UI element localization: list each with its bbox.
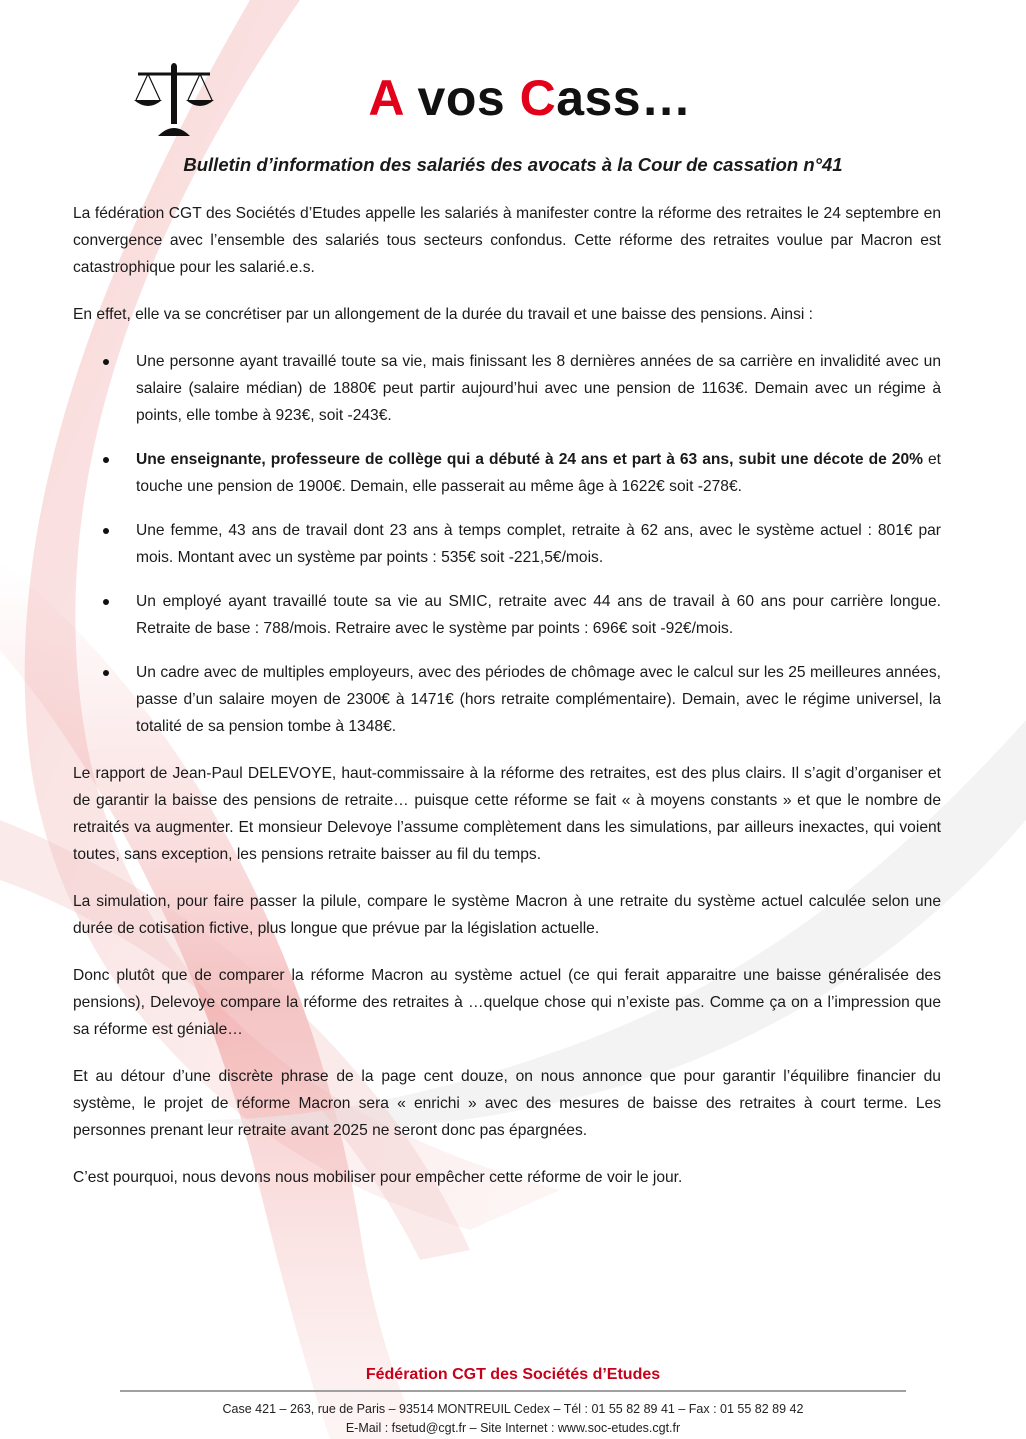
bullet-icon	[103, 599, 109, 605]
examples-list	[73, 348, 941, 740]
bulletin-subtitle: Bulletin d’information des salariés des avocats à la Cour de cassation n°41	[183, 154, 843, 175]
list-item: Une personne ayant travaillé toute sa vie, mais finissant les 8 dernières années de sa carrière en invalidité avec un salaire (salaire médian) de 1880€ peut partir aujourd’hui avec une pension de 1163€. Demain avec un régime à points, elle tombe à 923€, soit -243€.	[73, 348, 941, 429]
bullet-icon	[103, 457, 109, 463]
title-word-ass: ass…	[556, 70, 692, 126]
paragraph-comparison: Donc plutôt que de comparer la réforme Macron au système actuel (ce qui ferait apparaitre une baisse généralisée des pensions), Delevoye compare la réforme des retraites à …quelque chose qui n’existe pas. Comme ça on a l’impression que sa réforme est géniale…	[73, 967, 941, 1038]
bullet-icon	[103, 528, 109, 534]
footer-divider	[120, 1390, 906, 1392]
footer-address: Case 421 – 263, rue de Paris – 93514 MONTREUIL Cedex – Tél : 01 55 82 89 41 – Fax : 01 55 82 89 42	[222, 1402, 804, 1416]
intro-paragraph-1: La fédération CGT des Sociétés d’Etudes appelle les salariés à manifester contre la réforme des retraites le 24 septembre en convergence avec l’ensemble des salariés tous secteurs confondus. Cette réforme des retraites voulue par Macron est catastrophique pour les salarié.e.s.	[73, 205, 941, 276]
scales-of-justice-icon	[128, 60, 220, 142]
paragraph-delevoye-report: Le rapport de Jean-Paul DELEVOYE, haut-commissaire à la réforme des retraites, est des plus clairs. Il s’agit d’organiser et de garantir la baisse des pensions de retraite… puisque cette réforme se fait « à moyens constants » et que le nombre de retraités va augmenter. Et monsieur Delevoye l’assume complètement dans les simulations, par ailleurs inexactes, qui voient toutes, sans exception, les pensions retraite baisser au fil du temps.	[73, 765, 941, 863]
title-word-vos: vos	[403, 70, 520, 126]
list-item: Une femme, 43 ans de travail dont 23 ans à temps complet, retraite à 62 ans, avec le système actuel : 801€ par mois. Montant avec un système par points : 535€ soit -221,5€/mois.	[73, 517, 941, 571]
footer-contact: E-Mail : fsetud@cgt.fr – Site Internet : www.soc-etudes.cgt.fr	[345, 1421, 681, 1435]
footer-organization: Fédération CGT des Sociétés d’Etudes	[365, 1366, 661, 1383]
paragraph-simulation: La simulation, pour faire passer la pilule, compare le système Macron à une retraite du système actuel calculée selon une durée de cotisation fictive, plus longue que prévue par la législation actuelle.	[73, 893, 941, 937]
title-letter-a: A	[368, 70, 404, 126]
bullet-icon	[103, 359, 109, 365]
title-letter-c: C	[519, 70, 557, 126]
intro-paragraph-2: En effet, elle va se concrétiser par un allongement de la durée du travail et une baisse des pensions. Ainsi :	[73, 306, 814, 323]
paragraph-page-112: Et au détour d’une discrète phrase de la page cent douze, on nous annonce que pour garantir l’équilibre financier du système, le projet de réforme Macron sera « enrichi » avec des mesures de baisse des retraites à court terme. Les personnes prenant leur retraite avant 2025 ne seront donc pas épargnées.	[73, 1068, 941, 1139]
masthead-title	[300, 68, 760, 128]
list-item: Une enseignante, professeure de collège qui a débuté à 24 ans et part à 63 ans, subit une décote de 20% et touche une pension de 1900€. Demain, elle passerait au même âge à 1622€ soit -278€.	[73, 446, 941, 500]
list-item: Un cadre avec de multiples employeurs, avec des périodes de chômage avec le calcul sur les 25 meilleures années, passe d’un salaire moyen de 2300€ à 1471€ (hors retraite complémentaire). Demain, avec le régime universel, la totalité de sa pension tombe à 1348€.	[73, 659, 941, 740]
article-body	[73, 200, 941, 1211]
paragraph-conclusion: C’est pourquoi, nous devons nous mobiliser pour empêcher cette réforme de voir le jour.	[73, 1169, 683, 1186]
bullet-icon	[103, 670, 109, 676]
list-item: Un employé ayant travaillé toute sa vie au SMIC, retraite avec 44 ans de travail à 60 ans pour carrière longue. Retraite de base : 788/mois. Retraire avec le système par points : 696€ soit -92€/mois.	[73, 588, 941, 642]
